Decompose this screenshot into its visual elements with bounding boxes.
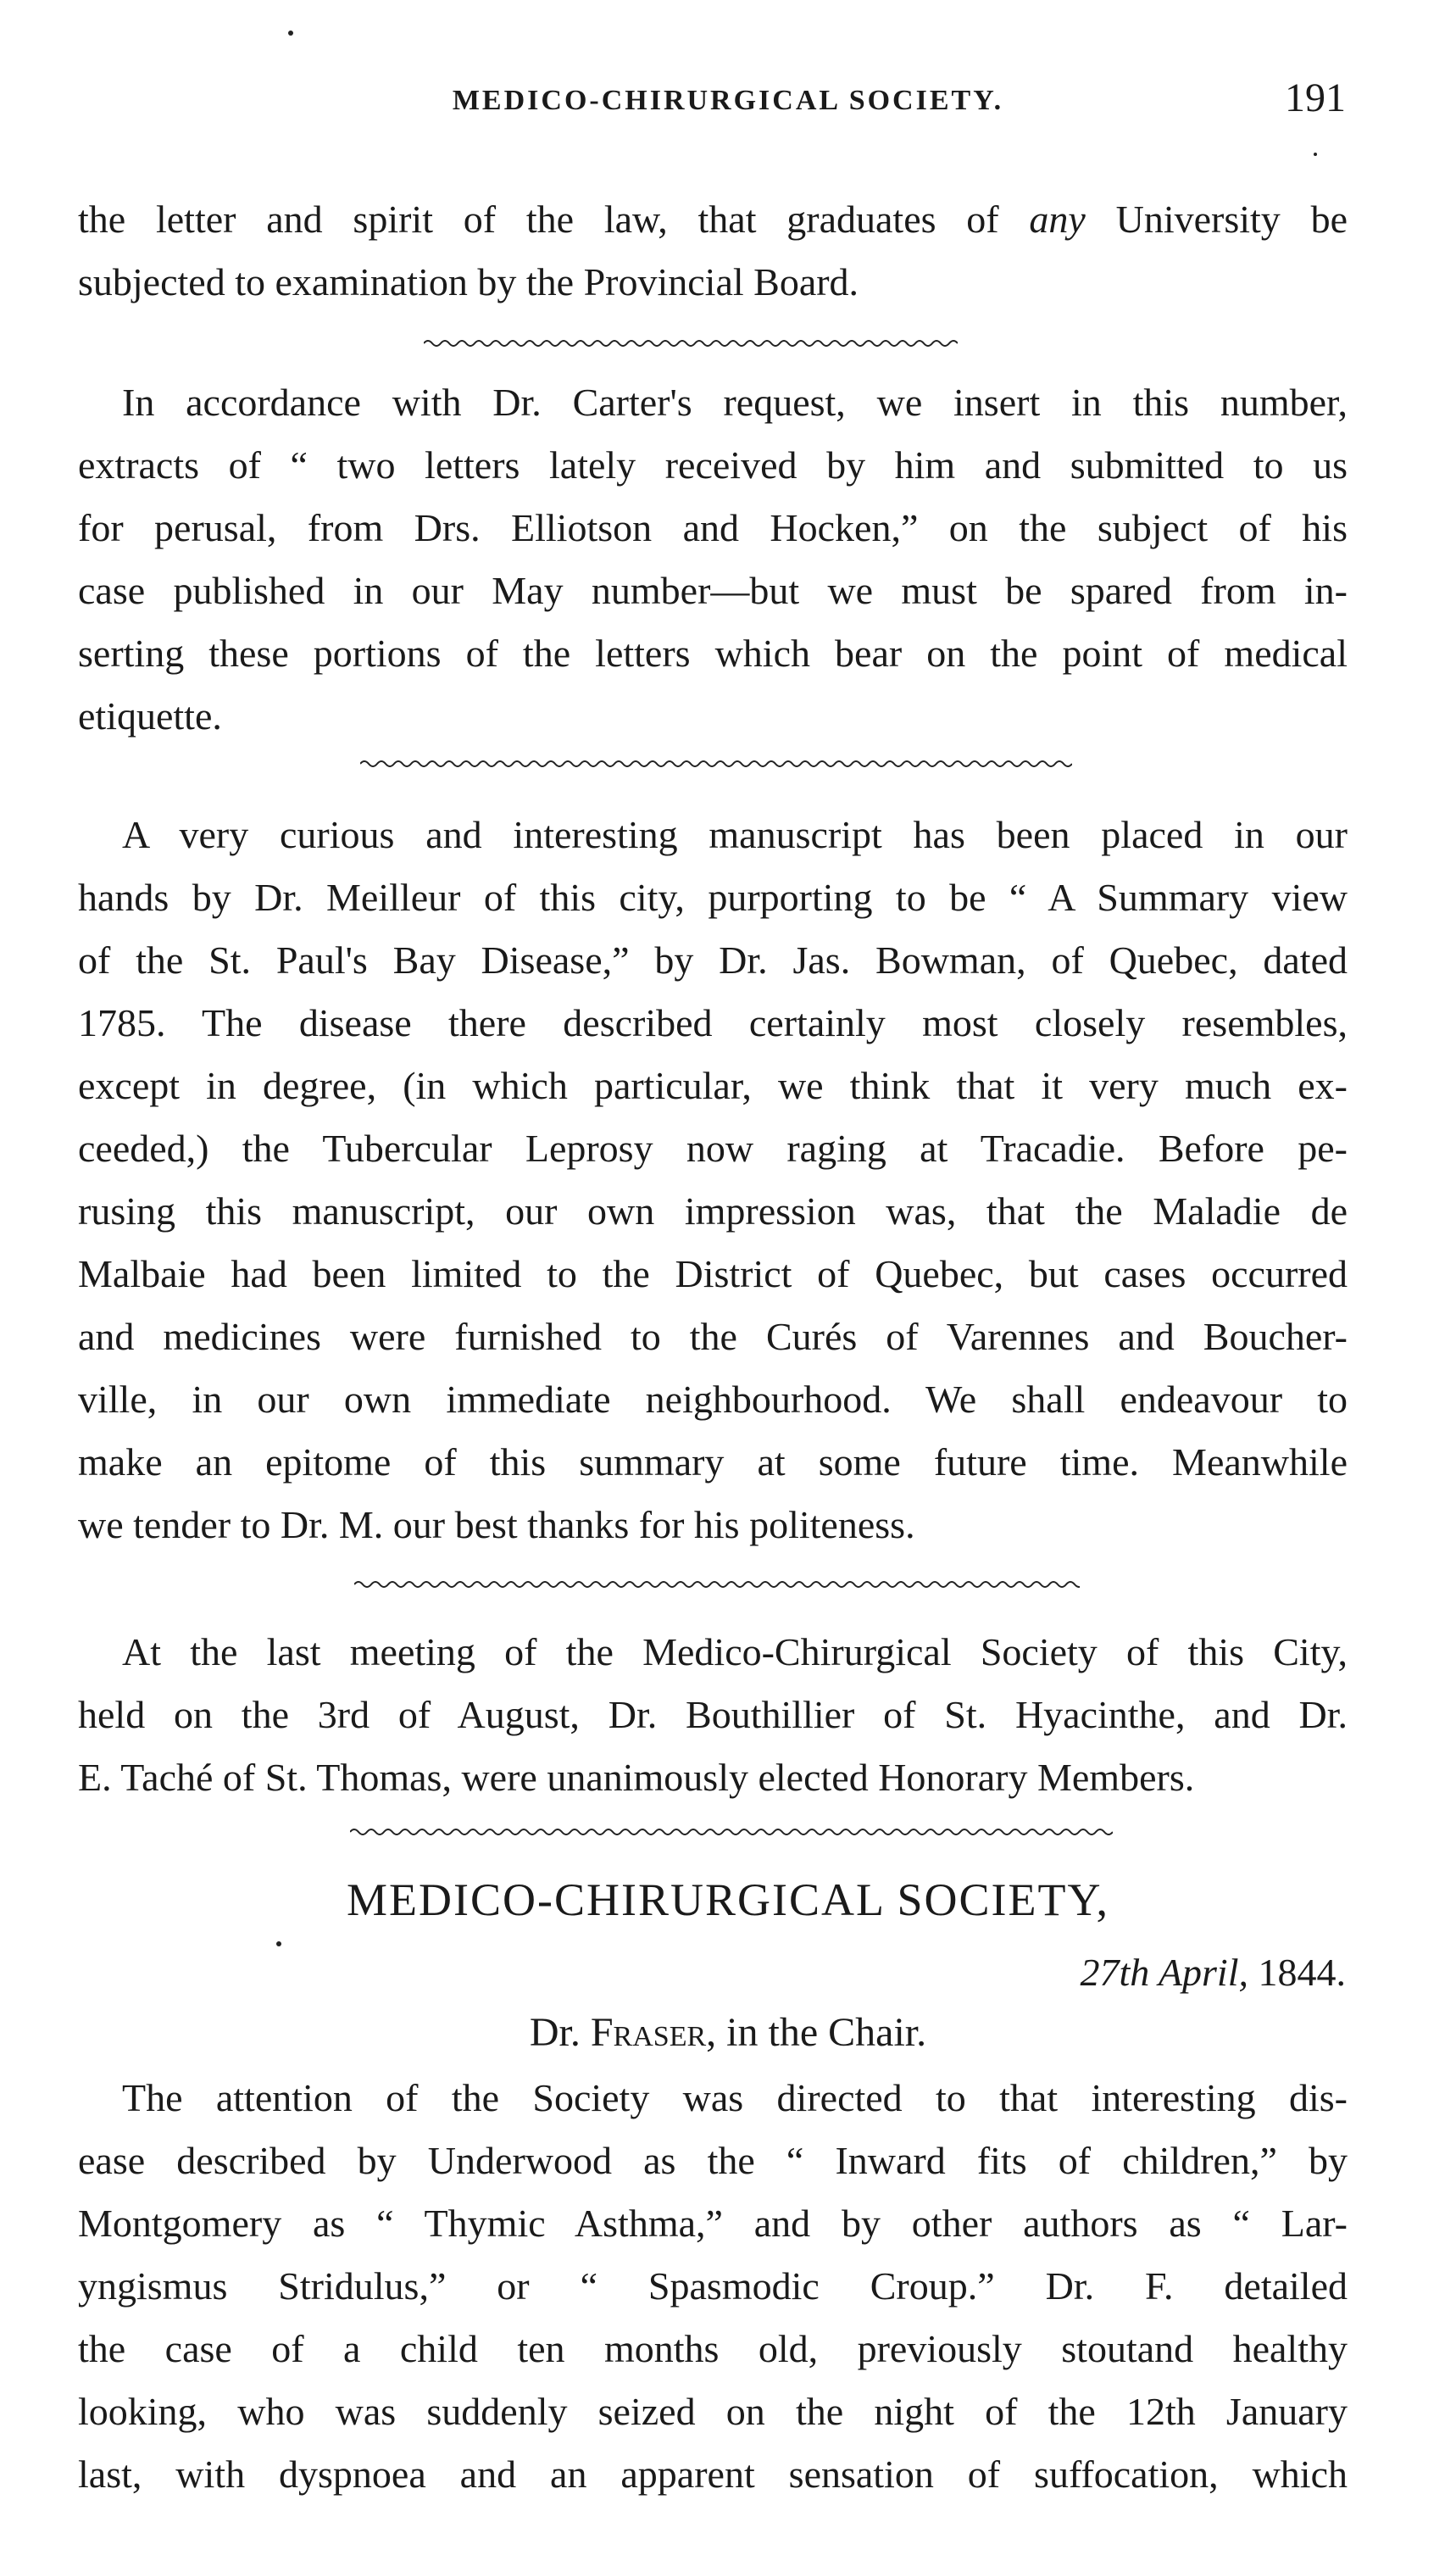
text-line: Malbaie had been limited to the District of Quebec, but cases occurred	[78, 1252, 1348, 1295]
text-line: held on the 3rd of August, Dr. Bouthillier of St. Hyacinthe, and Dr.	[78, 1693, 1348, 1736]
print-speck	[276, 1941, 281, 1946]
section-heading: MEDICO-CHIRURGICAL SOCIETY,	[346, 1874, 1110, 1925]
meeting-date-day: 27th April,	[1080, 1951, 1248, 1994]
paragraph-1	[78, 188, 1348, 314]
running-title: MEDICO-CHIRURGICAL SOCIETY.	[452, 85, 1004, 116]
text-line: subjected to examination by the Provincial Board.	[78, 260, 859, 303]
text-line: case published in our May number—but we must be spared from in-	[78, 569, 1348, 612]
text-line: make an epitome of this summary at some future time. Meanwhile	[78, 1440, 1348, 1484]
text-line: extracts of “ two letters lately received by him and submitted to us	[78, 443, 1348, 487]
page-header	[0, 75, 1456, 134]
text-line: yngismus Stridulus,” or “ Spasmodic Croup.” Dr. F. detailed	[78, 2264, 1348, 2308]
text-line: last, with dyspnoea and an apparent sensation of suffocation, which	[78, 2452, 1348, 2496]
text-line: rusing this manuscript, our own impression was, that the Maladie de	[78, 1189, 1348, 1233]
chair-line: Dr. Fraser, in the Chair.	[529, 2010, 927, 2055]
wavy-divider	[354, 1578, 1080, 1590]
text-line: 1785. The disease there described certainly most closely resembles,	[78, 1001, 1348, 1044]
text-line: of the St. Paul's Bay Disease,” by Dr. Jas. Bowman, of Quebec, dated	[78, 938, 1348, 982]
page-number: 191	[1285, 75, 1346, 120]
wavy-divider	[350, 1826, 1113, 1838]
text-line: etiquette.	[78, 694, 222, 738]
print-speck	[1314, 153, 1317, 156]
meeting-date	[1080, 1950, 1346, 1995]
wavy-divider	[424, 337, 958, 349]
text-line: ville, in our own immediate neighbourhood. We shall endeavour to	[78, 1378, 1348, 1421]
print-speck	[288, 31, 293, 36]
text-line: for perusal, from Drs. Elliotson and Hocken,” on the subject of his	[78, 506, 1348, 549]
emphasis-any: any	[1029, 198, 1086, 241]
text-line: Montgomery as “ Thymic Asthma,” and by other authors as “ Lar-	[78, 2202, 1348, 2245]
text-line: In accordance with Dr. Carter's request, we insert in this number,	[122, 381, 1348, 424]
paragraph-2	[78, 371, 1348, 748]
chair-name: Fraser	[590, 2010, 707, 2055]
paragraph-4	[78, 1621, 1348, 1809]
text-line: The attention of the Society was directed to that interesting dis-	[122, 2076, 1348, 2119]
text-line: serting these portions of the letters which bear on the point of medical	[78, 632, 1348, 675]
text-line: hands by Dr. Meilleur of this city, purporting to be “ A Summary view	[78, 876, 1348, 919]
text-line: ceeded,) the Tubercular Leprosy now raging at Tracadie. Before pe-	[78, 1127, 1348, 1170]
text-line: except in degree, (in which particular, we think that it very much ex-	[78, 1064, 1348, 1107]
text-line: At the last meeting of the Medico-Chirurgical Society of this City,	[122, 1630, 1348, 1673]
wavy-divider	[360, 758, 1072, 770]
text-line: looking, who was suddenly seized on the night of the 12th January	[78, 2390, 1348, 2433]
wavy-divider-graphic	[354, 1578, 1080, 1590]
text-line: E. Taché of St. Thomas, were unanimously elected Honorary Members.	[78, 1756, 1195, 1799]
text-line: the case of a child ten months old, previously stoutand healthy	[78, 2327, 1348, 2370]
paragraph-5	[78, 2067, 1348, 2506]
paragraph-3	[78, 804, 1348, 1556]
wavy-divider-graphic	[350, 1826, 1113, 1838]
meeting-date-year: 1844.	[1258, 1951, 1346, 1994]
wavy-divider-graphic	[424, 337, 958, 349]
text-line: ease described by Underwood as the “ Inward fits of children,” by	[78, 2139, 1348, 2182]
text-line: A very curious and interesting manuscript has been placed in our	[122, 813, 1348, 856]
wavy-divider-graphic	[360, 758, 1072, 770]
text-line: the letter and spirit of the law, that graduates of any University be	[78, 198, 1348, 241]
text-line: and medicines were furnished to the Curés of Varennes and Boucher-	[78, 1315, 1348, 1358]
text-line: we tender to Dr. M. our best thanks for his politeness.	[78, 1503, 915, 1546]
